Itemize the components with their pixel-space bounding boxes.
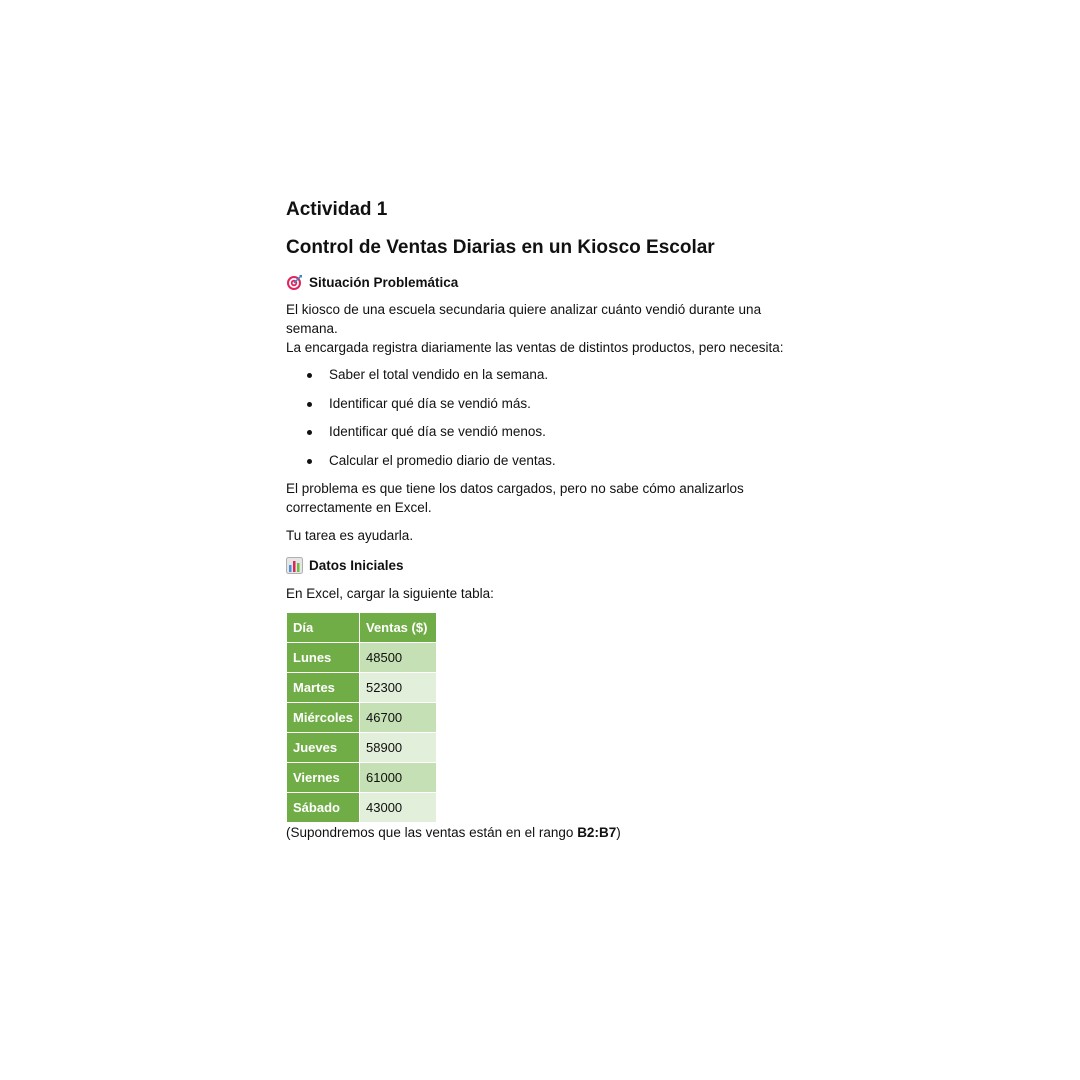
note-prefix: (Supondremos que las ventas están en el rango	[286, 825, 578, 840]
section-heading-situation	[286, 272, 786, 292]
table-row	[287, 703, 437, 733]
header-day: Día	[287, 613, 360, 643]
day-cell: Martes	[287, 673, 360, 703]
intro-line-2: La encargada registra diariamente las ventas de distintos productos, pero necesita:	[286, 340, 784, 355]
activity-title: Actividad 1	[286, 199, 388, 220]
value-cell: 48500	[360, 643, 437, 673]
table-row	[287, 763, 437, 793]
instruction-paragraph: En Excel, cargar la siguiente tabla:	[286, 586, 494, 601]
note-suffix: )	[616, 825, 621, 840]
section-heading-label: Datos Iniciales	[309, 557, 404, 573]
table-row	[287, 733, 437, 763]
list-item	[286, 394, 786, 413]
section-heading-label: Situación Problemática	[309, 274, 459, 290]
section-heading-data	[286, 555, 786, 575]
day-cell: Sábado	[287, 793, 360, 823]
list-item-text: Calcular el promedio diario de ventas.	[329, 452, 556, 468]
target-icon	[286, 274, 303, 291]
table-row	[287, 643, 437, 673]
value-cell: 46700	[360, 703, 437, 733]
day-cell: Jueves	[287, 733, 360, 763]
list-item-text: Identificar qué día se vendió menos.	[329, 424, 546, 439]
day-cell: Viernes	[287, 763, 360, 793]
day-cell: Lunes	[287, 643, 360, 673]
intro-line-1: El kiosco de una escuela secundaria quiere analizar cuánto vendió durante una semana.	[286, 302, 762, 336]
list-item-text: Identificar qué día se vendió más.	[329, 395, 531, 411]
bar-chart-icon	[286, 557, 303, 574]
value-cell: 43000	[360, 793, 437, 823]
value-cell: 61000	[360, 763, 437, 793]
document-body	[286, 196, 786, 842]
problem-paragraph: El problema es que tiene los datos cargados, pero no sabe cómo analizarlos correctamente en Excel.	[286, 481, 744, 515]
needs-list	[286, 365, 786, 470]
value-cell: 52300	[360, 673, 437, 703]
bullet-icon	[307, 430, 312, 435]
day-cell: Miércoles	[287, 703, 360, 733]
note-range: B2:B7	[577, 825, 617, 840]
main-title: Control de Ventas Diarias en un Kiosco Escolar	[286, 237, 715, 258]
sales-table	[286, 612, 437, 823]
range-note	[286, 823, 786, 842]
list-item	[286, 422, 786, 441]
list-item	[286, 365, 786, 384]
bullet-icon	[307, 459, 312, 464]
table-row	[287, 793, 437, 823]
value-cell: 58900	[360, 733, 437, 763]
table-row	[287, 673, 437, 703]
table-header-row	[287, 613, 437, 643]
intro-paragraph	[286, 300, 786, 357]
task-paragraph: Tu tarea es ayudarla.	[286, 528, 414, 543]
header-sales: Ventas ($)	[360, 613, 437, 643]
list-item	[286, 451, 786, 470]
list-item-text: Saber el total vendido en la semana.	[329, 367, 549, 382]
bullet-icon	[307, 402, 312, 407]
bullet-icon	[307, 373, 312, 378]
